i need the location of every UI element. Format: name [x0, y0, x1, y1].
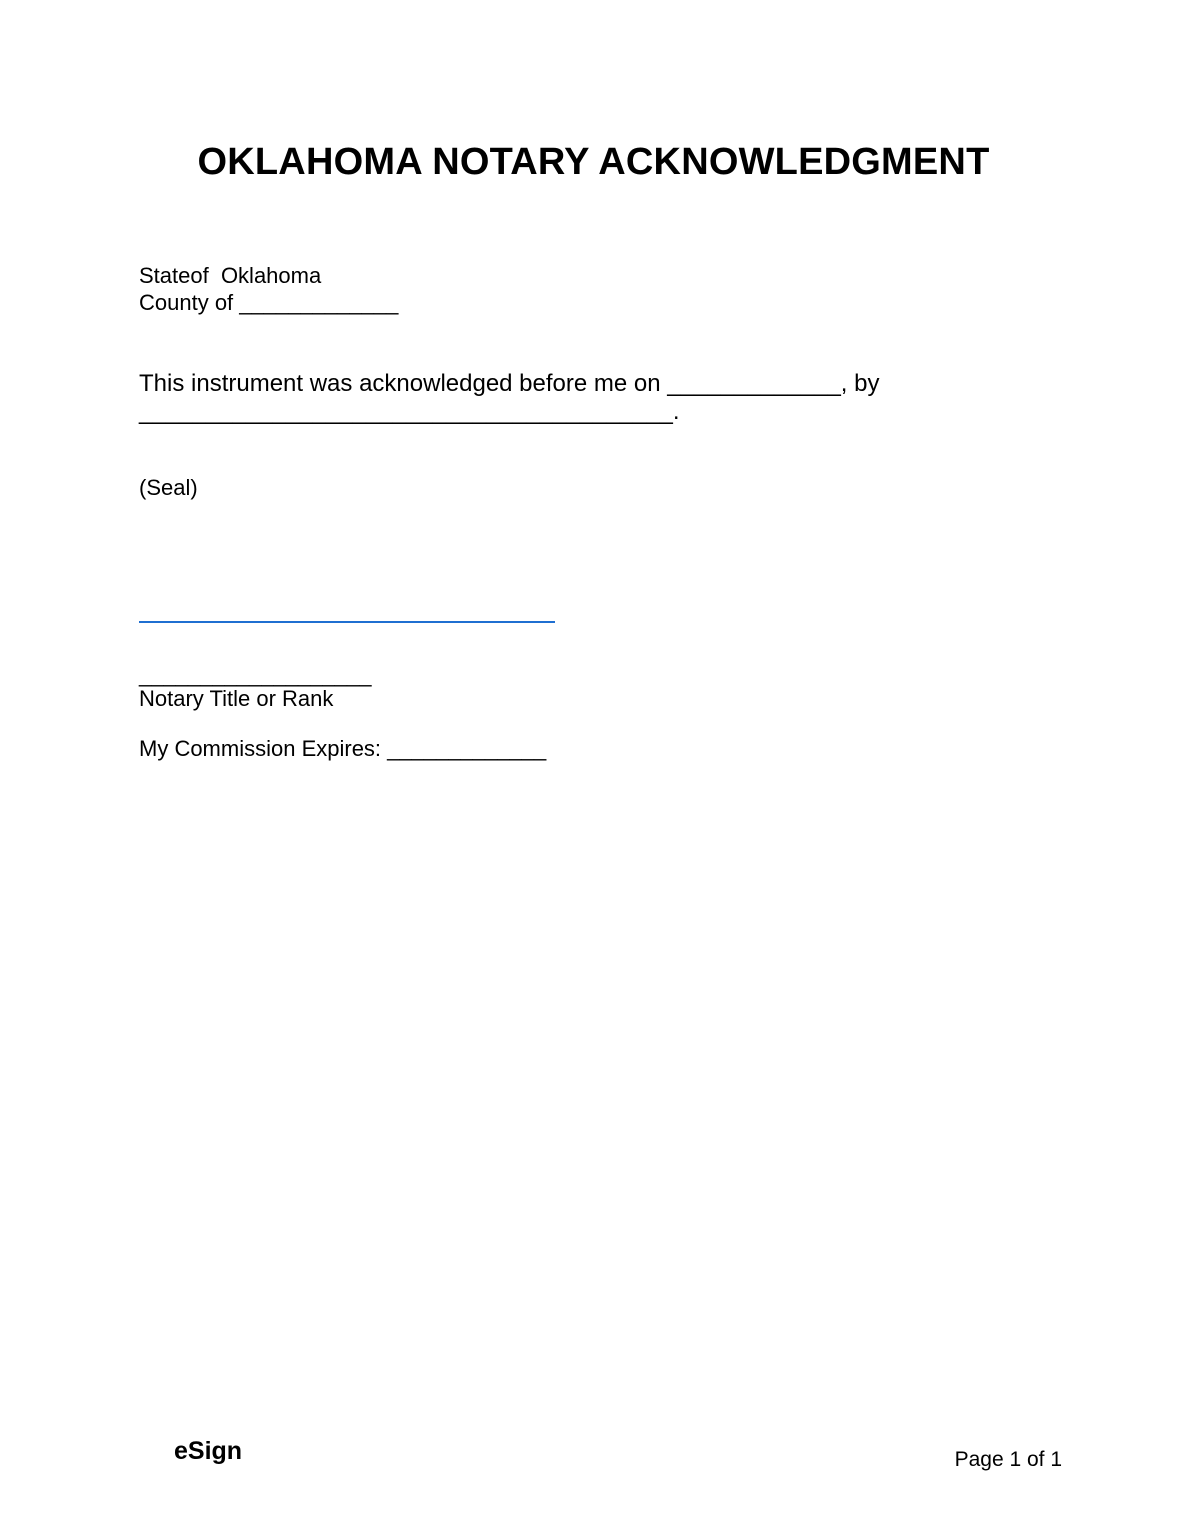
signature-line[interactable]: [139, 621, 555, 623]
acknowledgment-line-1: This instrument was acknowledged before me on _____________, by: [139, 370, 880, 397]
seal-label: (Seal): [139, 475, 198, 500]
state-line: Stateof Oklahoma: [139, 263, 322, 288]
esign-logo: eSign: [174, 1437, 243, 1465]
acknowledgment-line-2: ________________________________________.: [139, 398, 680, 425]
notary-title-underline: ___________________: [139, 662, 372, 687]
page-indicator: Page 1 of 1: [954, 1448, 1062, 1471]
county-line: County of _____________: [139, 290, 399, 315]
commission-expires-line: My Commission Expires: _____________: [139, 736, 547, 761]
document-title: OKLAHOMA NOTARY ACKNOWLEDGMENT: [197, 141, 990, 183]
notary-title-label: Notary Title or Rank: [139, 686, 334, 711]
